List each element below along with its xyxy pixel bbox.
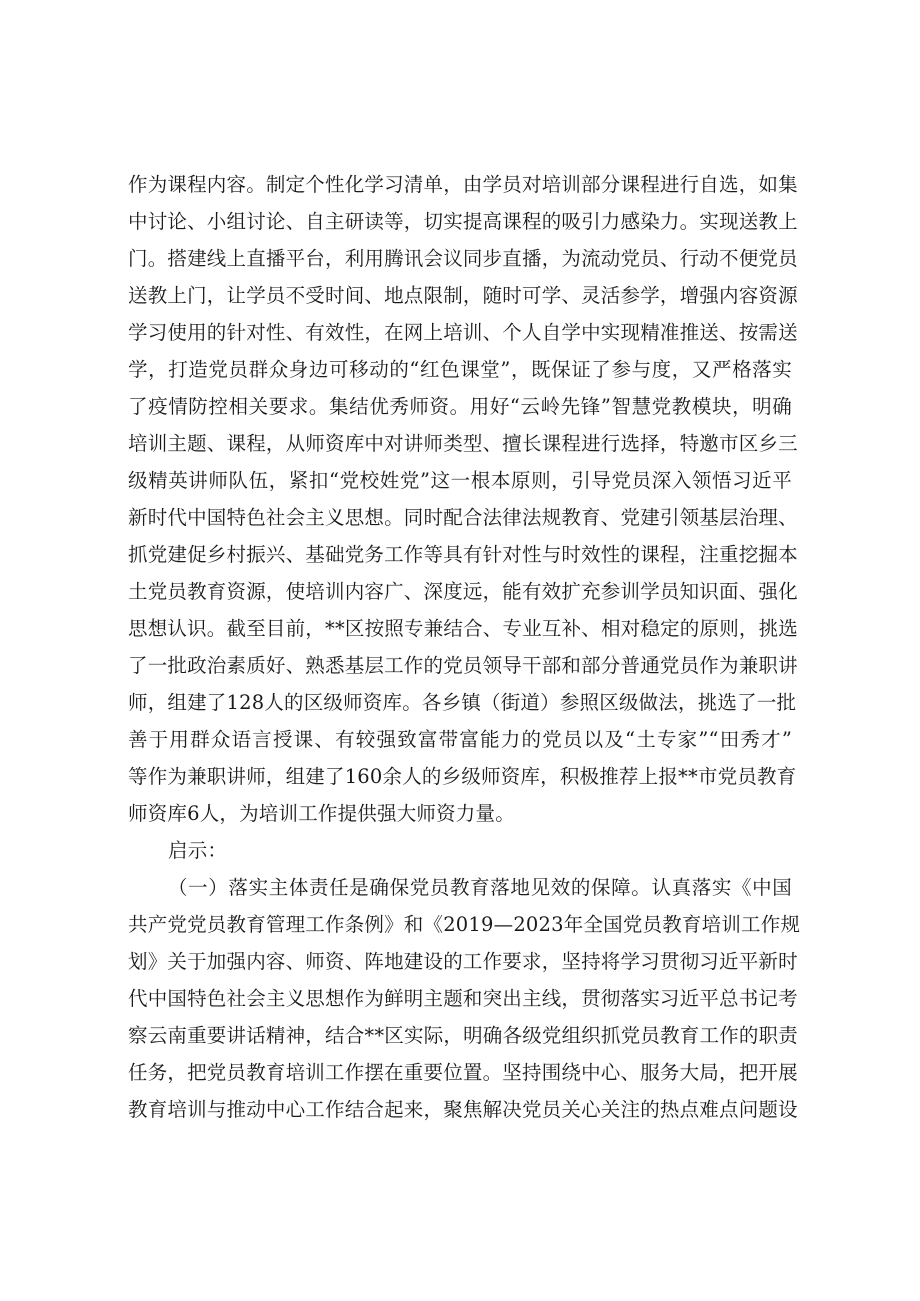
text-line: 门。搭建线上直播平台，利用腾讯会议同步直播，为流动党员、行动不便党员 xyxy=(128,247,798,270)
text-line: 思想认识。截至目前，**区按照专兼结合、专业互补、相对稳定的原则，挑选 xyxy=(128,617,799,640)
text-line: 察云南重要讲话精神，结合**区实际，明确各级党组织抓党员教育工作的职责 xyxy=(128,1024,799,1047)
text-line: 共产党党员教育管理工作条例》和《2019—2023年全国党员教育培训工作规 xyxy=(128,913,801,936)
text-line: 土党员教育资源，使培训内容广、深度远，能有效扩充参训学员知识面、强化 xyxy=(128,580,798,603)
text-line: 中讨论、小组讨论、自主研读等，切实提高课程的吸引力感染力。实现送教上 xyxy=(128,210,798,233)
text-line: 代中国特色社会主义思想作为鲜明主题和突出主线，贯彻落实习近平总书记考 xyxy=(128,987,798,1010)
text-line: 等作为兼职讲师，组建了160余人的乡级师资库，积极推荐上报**市党员教育 xyxy=(128,765,797,788)
text-line: 教育培训与推动中心工作结合起来，聚焦解决党员关心关注的热点难点问题设 xyxy=(128,1098,798,1121)
text-line: 培训主题、课程，从师资库中对讲师类型、擅长课程进行选择，特邀市区乡三 xyxy=(128,432,798,455)
text-line: 师，组建了128人的区级师资库。各乡镇（街道）参照区级做法，挑选了一批 xyxy=(128,691,797,714)
text-line: 善于用群众语言授课、有较强致富带富能力的党员以及“土专家”“田秀才” xyxy=(128,728,792,751)
text-line: 了疫情防控相关要求。集结优秀师资。用好“云岭先锋”智慧党教模块，明确 xyxy=(128,395,792,418)
text-line: 学，打造党员群众身边可移动的“红色课堂”，既保证了参与度，又严格落实 xyxy=(128,358,792,381)
text-line: 新时代中国特色社会主义思想。同时配合法律法规教育、党建引领基层治理、 xyxy=(128,506,798,529)
text-line: （一）落实主体责任是确保党员教育落地见效的保障。认真落实《中国 xyxy=(168,876,792,899)
text-line: 送教上门，让学员不受时间、地点限制，随时可学、灵活参学，增强内容资源 xyxy=(128,284,798,307)
text-line: 任务，把党员教育培训工作摆在重要位置。坚持围绕中心、服务大局，把开展 xyxy=(128,1061,798,1084)
text-line: 作为课程内容。制定个性化学习清单，由学员对培训部分课程进行自选，如集 xyxy=(128,173,798,196)
text-line: 级精英讲师队伍，紧扣“党校姓党”这一根本原则，引导党员深入领悟习近平 xyxy=(128,469,792,492)
text-line: 抓党建促乡村振兴、基础党务工作等具有针对性与时效性的课程，注重挖掘本 xyxy=(128,543,798,566)
text-line: 师资库6人，为培训工作提供强大师资力量。 xyxy=(128,802,515,825)
section-heading: 启示： xyxy=(168,839,228,862)
text-line: 划》关于加强内容、师资、阵地建设的工作要求，坚持将学习贯彻习近平新时 xyxy=(128,950,798,973)
text-line: 学习使用的针对性、有效性，在网上培训、个人自学中实现精准推送、按需送 xyxy=(128,321,798,344)
text-line: 了一批政治素质好、熟悉基层工作的党员领导干部和部分普通党员作为兼职讲 xyxy=(128,654,798,677)
